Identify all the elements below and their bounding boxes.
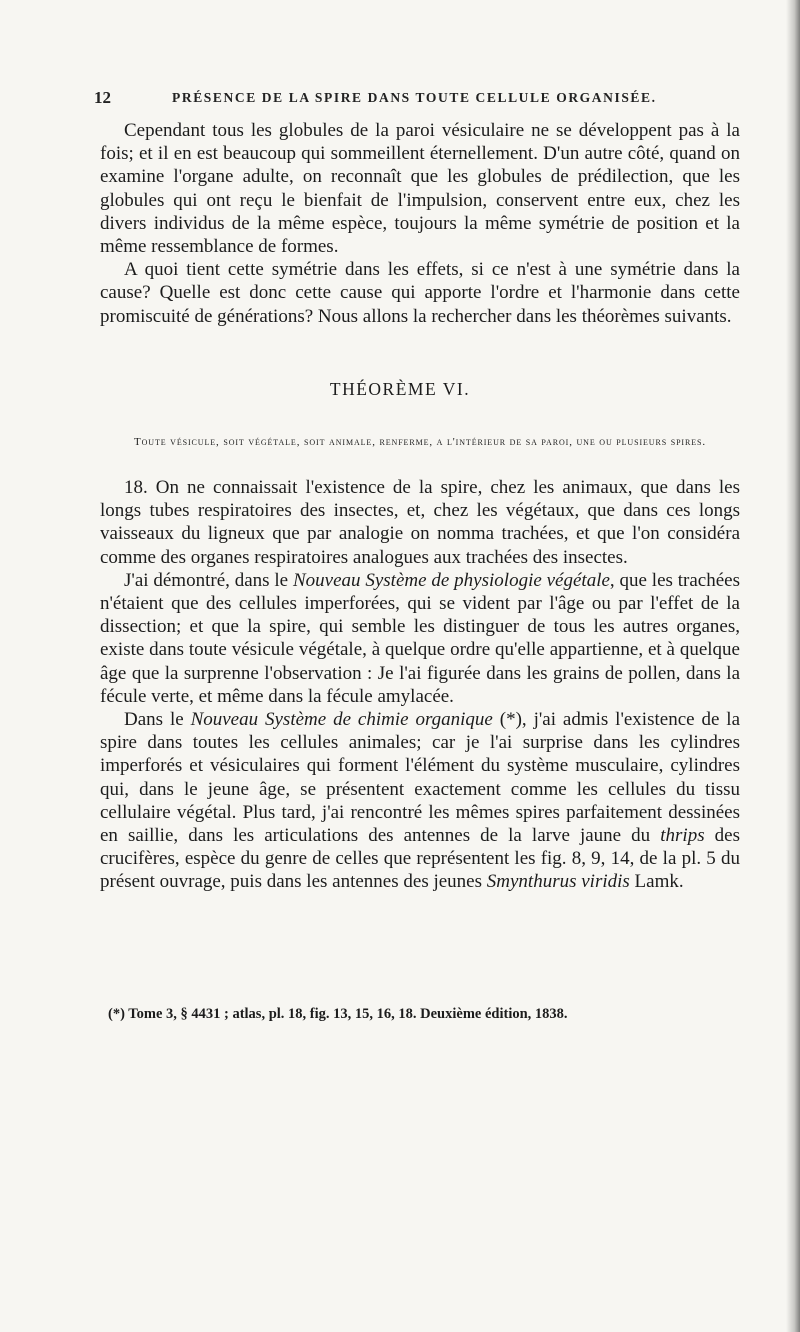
species-smynthurus: Smynthurus viridis [486, 871, 630, 893]
theorem-statement: Toute vésicule, soit végétale, soit animale, renferme, a l'intérieur de sa paroi, une ou plusieurs spires. [133, 436, 707, 448]
intro-paragraphs [100, 119, 740, 328]
page-header [94, 88, 734, 112]
book-title-physiologie: Nouveau Système de physiologie végétale [292, 569, 610, 591]
p3-text-b: (*), j'ai admis l'existence de la spire dans toutes les cellules animales; car je l'ai surprise dans les cylindres imperforés et vésiculaires qui forment l'élément du système musculaire, cylindres qui, dans le jeune âge, se présentent exactement comme les cellules du tissu cellulaire végétal. Plus tard, j'ai rencontré les mêmes spires parfaitement dessinées en saillie, dans les articulations des antennes de la larve jaune du [100, 709, 740, 847]
p3-text-d: Lamk. [629, 871, 684, 893]
genus-thrips: thrips [660, 825, 705, 847]
section-paragraph-3 [100, 708, 740, 894]
p2-text-b: , que les trachées n'étaient que des cellules imperforées, qui se vident par l'âge ou par l'effet de la dissection; et que la spire, qui semble les distinguer de tous les autres organes, existe dans toute vésicule végétale, à quelque ordre qu'elle appartienne, et à quelque âge que la surprenne l'observation : Je l'ai figurée dans les grains de pollen, dans la fécule verte, et même dans la fécule amylacée. [100, 569, 740, 707]
intro-paragraph-1: Cependant tous les globules de la paroi vésiculaire ne se développent pas à la fois; et il en est beaucoup qui sommeillent éternellement. D'un autre côté, quand on examine l'organe adulte, on reconnaît que les globules de prédilection, que les globules qui ont reçu le bienfait de l'impulsion, conservent entre eux, chez les divers individus de la même espèce, toujours la même symétrie de position et la même ressemblance de formes. [100, 120, 740, 258]
page-number: 12 [94, 88, 111, 107]
section-paragraph-2 [100, 569, 740, 708]
p3-text-a: Dans le [124, 709, 191, 731]
running-title: PRÉSENCE DE LA SPIRE DANS TOUTE CELLULE ORGANISÉE. [172, 90, 657, 105]
paragraph-number: 18. [124, 477, 148, 498]
section-paragraph-18 [100, 476, 740, 569]
p2-text-a: J'ai démontré, dans le [124, 569, 293, 591]
p3-text-c: des crucifères, espèce du genre de celles que représentent les fig. 8, 9, 14, de la pl. 5 du présent ouvrage, puis dans les antennes des jeunes [100, 825, 741, 893]
intro-paragraph-2: A quoi tient cette symétrie dans les effets, si ce n'est à une symétrie dans la cause? Quelle est donc cette cause qui apporte l'ordre et l'harmonie dans cette promiscuité de générations? Nous allons la rechercher dans les théorèmes suivants. [100, 259, 740, 327]
paragraph-18-text: On ne connaissait l'existence de la spire, chez les animaux, que dans les longs tubes respiratoires des insectes, et, chez les végétaux, que dans ces longs vaisseaux du ligneux que par analogie on nomma trachées, et que l'on considéra comme des organes respiratoires analogues aux trachées des insectes. [100, 477, 740, 568]
theorem-body [100, 476, 740, 894]
footnote: (*) Tome 3, § 4431 ; atlas, pl. 18, fig. 13, 15, 16, 18. Deuxième édition, 1838. [108, 1006, 568, 1022]
page-edge-shadow [786, 0, 800, 1332]
book-title-chimie: Nouveau Système de chimie organique [190, 709, 493, 731]
theorem-title: THÉORÈME VI. [329, 379, 471, 399]
